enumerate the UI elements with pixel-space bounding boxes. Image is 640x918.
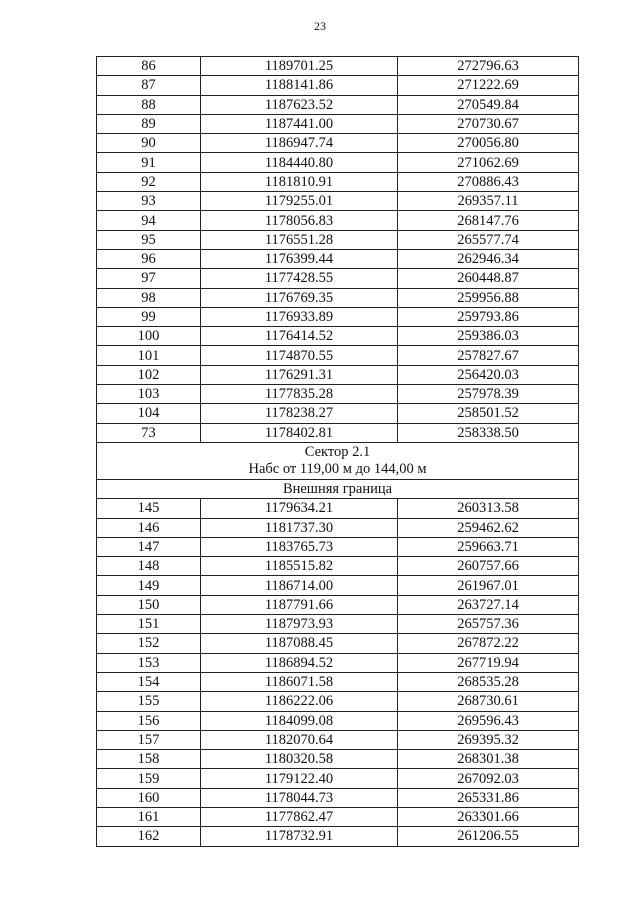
y-coordinate-cell: 259462.62 bbox=[398, 518, 579, 537]
point-number-cell: 158 bbox=[97, 750, 201, 769]
point-number-cell: 146 bbox=[97, 518, 201, 537]
point-number-cell: 150 bbox=[97, 595, 201, 614]
y-coordinate-cell: 268301.38 bbox=[398, 750, 579, 769]
table-row bbox=[97, 634, 579, 653]
point-number-cell: 101 bbox=[97, 346, 201, 365]
x-coordinate-cell: 1188141.86 bbox=[201, 76, 398, 95]
table-row bbox=[97, 788, 579, 807]
coordinates-table-body-bottom bbox=[97, 499, 579, 846]
x-coordinate-cell: 1179634.21 bbox=[201, 499, 398, 518]
point-number-cell: 89 bbox=[97, 114, 201, 133]
x-coordinate-cell: 1186071.58 bbox=[201, 672, 398, 691]
x-coordinate-cell: 1187791.66 bbox=[201, 595, 398, 614]
x-coordinate-cell: 1174870.55 bbox=[201, 346, 398, 365]
y-coordinate-cell: 261206.55 bbox=[398, 827, 579, 846]
y-coordinate-cell: 259793.86 bbox=[398, 307, 579, 326]
table-row bbox=[97, 827, 579, 846]
y-coordinate-cell: 260757.66 bbox=[398, 557, 579, 576]
point-number-cell: 91 bbox=[97, 153, 201, 172]
x-coordinate-cell: 1176933.89 bbox=[201, 307, 398, 326]
x-coordinate-cell: 1176414.52 bbox=[201, 327, 398, 346]
point-number-cell: 153 bbox=[97, 653, 201, 672]
table-row bbox=[97, 595, 579, 614]
x-coordinate-cell: 1189701.25 bbox=[201, 57, 398, 76]
table-row bbox=[97, 307, 579, 326]
table-row bbox=[97, 615, 579, 634]
table-row bbox=[97, 211, 579, 230]
table-row bbox=[97, 672, 579, 691]
table-row bbox=[97, 518, 579, 537]
table-row bbox=[97, 134, 579, 153]
y-coordinate-cell: 271062.69 bbox=[398, 153, 579, 172]
y-coordinate-cell: 270886.43 bbox=[398, 172, 579, 191]
y-coordinate-cell: 258338.50 bbox=[398, 423, 579, 442]
table-row bbox=[97, 711, 579, 730]
point-number-cell: 93 bbox=[97, 192, 201, 211]
point-number-cell: 159 bbox=[97, 769, 201, 788]
table-row bbox=[97, 692, 579, 711]
point-number-cell: 152 bbox=[97, 634, 201, 653]
point-number-cell: 90 bbox=[97, 134, 201, 153]
sector-height-range: Набс от 119,00 м до 144,00 м bbox=[248, 460, 427, 477]
table-row bbox=[97, 653, 579, 672]
x-coordinate-cell: 1176399.44 bbox=[201, 249, 398, 268]
y-coordinate-cell: 258501.52 bbox=[398, 404, 579, 423]
y-coordinate-cell: 267872.22 bbox=[398, 634, 579, 653]
point-number-cell: 98 bbox=[97, 288, 201, 307]
x-coordinate-cell: 1180320.58 bbox=[201, 750, 398, 769]
sector-title-row bbox=[97, 442, 579, 479]
x-coordinate-cell: 1187623.52 bbox=[201, 95, 398, 114]
table-row bbox=[97, 346, 579, 365]
x-coordinate-cell: 1176769.35 bbox=[201, 288, 398, 307]
point-number-cell: 154 bbox=[97, 672, 201, 691]
x-coordinate-cell: 1179255.01 bbox=[201, 192, 398, 211]
table-row bbox=[97, 769, 579, 788]
x-coordinate-cell: 1186714.00 bbox=[201, 576, 398, 595]
table-row bbox=[97, 288, 579, 307]
point-number-cell: 73 bbox=[97, 423, 201, 442]
y-coordinate-cell: 267092.03 bbox=[398, 769, 579, 788]
point-number-cell: 99 bbox=[97, 307, 201, 326]
y-coordinate-cell: 269596.43 bbox=[398, 711, 579, 730]
x-coordinate-cell: 1178056.83 bbox=[201, 211, 398, 230]
y-coordinate-cell: 270730.67 bbox=[398, 114, 579, 133]
coordinates-table bbox=[96, 56, 579, 847]
x-coordinate-cell: 1184099.08 bbox=[201, 711, 398, 730]
point-number-cell: 145 bbox=[97, 499, 201, 518]
table-row bbox=[97, 404, 579, 423]
y-coordinate-cell: 269357.11 bbox=[398, 192, 579, 211]
sector-header bbox=[97, 442, 579, 498]
y-coordinate-cell: 260313.58 bbox=[398, 499, 579, 518]
table-row bbox=[97, 114, 579, 133]
y-coordinate-cell: 263301.66 bbox=[398, 807, 579, 826]
sector-title: Сектор 2.1 bbox=[304, 443, 371, 460]
x-coordinate-cell: 1176291.31 bbox=[201, 365, 398, 384]
x-coordinate-cell: 1181810.91 bbox=[201, 172, 398, 191]
point-number-cell: 94 bbox=[97, 211, 201, 230]
point-number-cell: 155 bbox=[97, 692, 201, 711]
table-row bbox=[97, 365, 579, 384]
point-number-cell: 95 bbox=[97, 230, 201, 249]
y-coordinate-cell: 270549.84 bbox=[398, 95, 579, 114]
x-coordinate-cell: 1176551.28 bbox=[201, 230, 398, 249]
x-coordinate-cell: 1187088.45 bbox=[201, 634, 398, 653]
x-coordinate-cell: 1182070.64 bbox=[201, 730, 398, 749]
table-row bbox=[97, 385, 579, 404]
y-coordinate-cell: 257978.39 bbox=[398, 385, 579, 404]
y-coordinate-cell: 267719.94 bbox=[398, 653, 579, 672]
y-coordinate-cell: 271222.69 bbox=[398, 76, 579, 95]
point-number-cell: 161 bbox=[97, 807, 201, 826]
table-row bbox=[97, 76, 579, 95]
point-number-cell: 97 bbox=[97, 269, 201, 288]
y-coordinate-cell: 257827.67 bbox=[398, 346, 579, 365]
x-coordinate-cell: 1177835.28 bbox=[201, 385, 398, 404]
y-coordinate-cell: 270056.80 bbox=[398, 134, 579, 153]
page-number: 23 bbox=[314, 19, 326, 33]
point-number-cell: 148 bbox=[97, 557, 201, 576]
x-coordinate-cell: 1183765.73 bbox=[201, 537, 398, 556]
y-coordinate-cell: 260448.87 bbox=[398, 269, 579, 288]
y-coordinate-cell: 259956.88 bbox=[398, 288, 579, 307]
coordinates-table-body-top bbox=[97, 57, 579, 443]
point-number-cell: 102 bbox=[97, 365, 201, 384]
table-row bbox=[97, 249, 579, 268]
table-row bbox=[97, 423, 579, 442]
x-coordinate-cell: 1178732.91 bbox=[201, 827, 398, 846]
table-row bbox=[97, 807, 579, 826]
point-number-cell: 103 bbox=[97, 385, 201, 404]
table-row bbox=[97, 57, 579, 76]
x-coordinate-cell: 1177428.55 bbox=[201, 269, 398, 288]
point-number-cell: 92 bbox=[97, 172, 201, 191]
boundary-row bbox=[97, 479, 579, 498]
x-coordinate-cell: 1187441.00 bbox=[201, 114, 398, 133]
y-coordinate-cell: 261967.01 bbox=[398, 576, 579, 595]
y-coordinate-cell: 259663.71 bbox=[398, 537, 579, 556]
y-coordinate-cell: 269395.32 bbox=[398, 730, 579, 749]
table-row bbox=[97, 537, 579, 556]
x-coordinate-cell: 1178402.81 bbox=[201, 423, 398, 442]
x-coordinate-cell: 1181737.30 bbox=[201, 518, 398, 537]
point-number-cell: 162 bbox=[97, 827, 201, 846]
y-coordinate-cell: 268730.61 bbox=[398, 692, 579, 711]
y-coordinate-cell: 265757.36 bbox=[398, 615, 579, 634]
table-row bbox=[97, 576, 579, 595]
table-row bbox=[97, 269, 579, 288]
table-row bbox=[97, 192, 579, 211]
y-coordinate-cell: 268147.76 bbox=[398, 211, 579, 230]
y-coordinate-cell: 265331.86 bbox=[398, 788, 579, 807]
x-coordinate-cell: 1186894.52 bbox=[201, 653, 398, 672]
x-coordinate-cell: 1187973.93 bbox=[201, 615, 398, 634]
point-number-cell: 147 bbox=[97, 537, 201, 556]
point-number-cell: 151 bbox=[97, 615, 201, 634]
y-coordinate-cell: 259386.03 bbox=[398, 327, 579, 346]
x-coordinate-cell: 1177862.47 bbox=[201, 807, 398, 826]
x-coordinate-cell: 1185515.82 bbox=[201, 557, 398, 576]
point-number-cell: 88 bbox=[97, 95, 201, 114]
table-row bbox=[97, 499, 579, 518]
point-number-cell: 149 bbox=[97, 576, 201, 595]
point-number-cell: 156 bbox=[97, 711, 201, 730]
table-row bbox=[97, 327, 579, 346]
x-coordinate-cell: 1178238.27 bbox=[201, 404, 398, 423]
table-row bbox=[97, 172, 579, 191]
point-number-cell: 87 bbox=[97, 76, 201, 95]
table-row bbox=[97, 153, 579, 172]
table-row bbox=[97, 750, 579, 769]
x-coordinate-cell: 1186222.06 bbox=[201, 692, 398, 711]
table-row bbox=[97, 557, 579, 576]
y-coordinate-cell: 268535.28 bbox=[398, 672, 579, 691]
point-number-cell: 104 bbox=[97, 404, 201, 423]
y-coordinate-cell: 256420.03 bbox=[398, 365, 579, 384]
x-coordinate-cell: 1178044.73 bbox=[201, 788, 398, 807]
x-coordinate-cell: 1186947.74 bbox=[201, 134, 398, 153]
point-number-cell: 86 bbox=[97, 57, 201, 76]
boundary-label: Внешняя граница bbox=[97, 479, 579, 498]
x-coordinate-cell: 1184440.80 bbox=[201, 153, 398, 172]
point-number-cell: 157 bbox=[97, 730, 201, 749]
point-number-cell: 160 bbox=[97, 788, 201, 807]
point-number-cell: 96 bbox=[97, 249, 201, 268]
table-row bbox=[97, 730, 579, 749]
y-coordinate-cell: 262946.34 bbox=[398, 249, 579, 268]
y-coordinate-cell: 265577.74 bbox=[398, 230, 579, 249]
point-number-cell: 100 bbox=[97, 327, 201, 346]
table-row bbox=[97, 230, 579, 249]
table-row bbox=[97, 95, 579, 114]
y-coordinate-cell: 263727.14 bbox=[398, 595, 579, 614]
y-coordinate-cell: 272796.63 bbox=[398, 57, 579, 76]
x-coordinate-cell: 1179122.40 bbox=[201, 769, 398, 788]
